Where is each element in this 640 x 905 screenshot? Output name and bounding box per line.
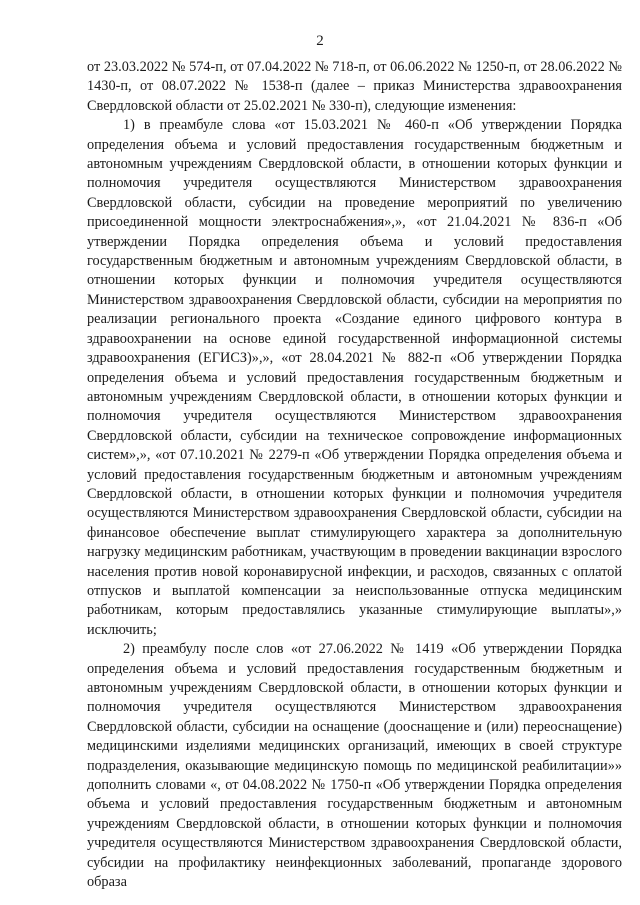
amendment-item-1: 1) в преамбуле слова «от 15.03.2021 № 460-п «Об утверждении Порядка определения объема и условий предоставления государственным бюджетным и автономным учреждениям Свердловской области, в отношении которых функции и полномочия учредителя осуществляются Министерством здравоохранения Свердловской области, субсидии на проведение мероприятий по увеличению присоединенной мощности электроснабжения»,», «от 21.04.2021 № 836-п «Об утверждении Порядка определения объема и условий предоставления государственным бюджетным и автономным учреждениям Свердловской области, в отношении которых функции и полномочия учредителя осуществляются Министерством здравоохранения Свердловской области, субсидии на мероприятия по реализации регионального проекта «Создание единого цифрового контура в здравоохранении на основе единой государственной информационной системы здравоохранения (ЕГИСЗ)»,», «от 28.04.2021 № 882-п «Об утверждении Порядка определения объема и условий предоставления государственным бюджетным и автономным учреждениям Свердловской области, в отношении которых функции и полномочия учредителя осуществляются Министерством здравоохранения Свердловской области, субсидии на техническое сопровождение информационных систем»,», «от 07.10.2021 № 2279-п «Об утверждении Порядка определения объема и условий предоставления государственным бюджетным и автономным учреждениям Свердловской области, в отношении которых функции и полномочия учредителя осуществляются Министерством здравоохранения Свердловской области, субсидии на финансовое обеспечение выплат стимулирующего характера за дополнительную нагрузку медицинским работникам, участвующим в проведении вакцинации взрослого населения против новой коронавирусной инфекции, и расходов, связанных с оплатой отпусков и выплатой компенсации за неиспользованные отпуска медицинским работникам, которым предоставлялись указанные стимулирующие выплаты»,» исключить;	[87, 117, 622, 638]
amendment-item-2: 2) преамбулу после слов «от 27.06.2022 № 1419 «Об утверждении Порядка определения объема и условий предоставления государственным бюджетным и автономным учреждениям Свердловской области, в отношении которых функции и полномочия учредителя осуществляются Министерством здравоохранения Свердловской области, субсидии на оснащение (дооснащение и (или) переоснащение) медицинскими изделиями медицинских организаций, имеющих в своей структуре подразделения, оказывающие медицинскую помощь по медицинской реабилитации»» дополнить словами «, от 04.08.2022 № 1750-п «Об утверждении Порядка определения объема и условий предоставления государственным бюджетным и автономным учреждениям Свердловской области, в отношении которых функции и полномочия учредителя осуществляются Министерством здравоохранения Свердловской области, субсидии на профилактику неинфекционных заболеваний, пропаганде здорового образа	[87, 641, 622, 891]
intro-paragraph: от 23.03.2022 № 574-п, от 07.04.2022 № 718-п, от 06.06.2022 № 1250-п, от 28.06.2022 № 1430-п, от 08.07.2022 № 1538-п (далее – приказ Министерства здравоохранения Свердловской области от 25.02.2021 № 330-п), следующие изменения:	[87, 59, 622, 114]
document-body	[87, 58, 622, 892]
page-number: 2	[316, 33, 324, 49]
